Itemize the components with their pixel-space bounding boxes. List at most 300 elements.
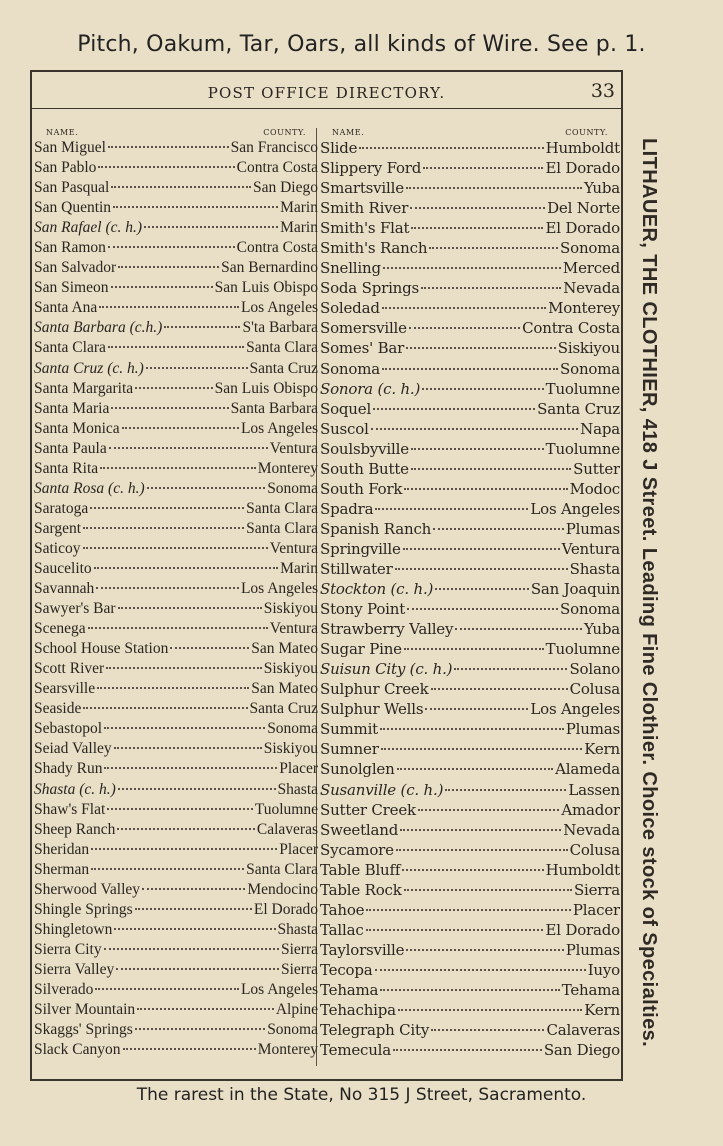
post-office-name: Sheridan: [34, 840, 90, 858]
post-office-name: Suscol: [320, 419, 369, 438]
post-office-name: Tecopa: [320, 960, 373, 979]
post-office-name: Summit: [320, 720, 379, 739]
directory-entry: [34, 880, 318, 900]
county-name: San Mateo: [251, 680, 318, 698]
directory-entry: [34, 960, 318, 980]
post-office-name: Santa Paula: [34, 439, 107, 457]
dot-leader: [404, 488, 567, 490]
directory-entry: [34, 499, 318, 519]
dot-leader: [91, 868, 244, 870]
county-name: Plumas: [565, 720, 620, 739]
directory-entry: [320, 679, 620, 699]
post-office-name: Smartsville: [320, 179, 404, 198]
county-name: Sierra: [280, 960, 318, 978]
directory-entry: [34, 298, 318, 318]
directory-entry: [34, 479, 318, 499]
directory-entry: [34, 1040, 318, 1060]
dot-leader: [454, 668, 567, 670]
dot-leader: [393, 1049, 542, 1051]
post-office-name: Spanish Ranch: [320, 519, 432, 538]
directory-entry: [34, 599, 318, 619]
directory-entry: [320, 1040, 620, 1060]
dot-leader: [382, 307, 546, 309]
county-name: Placer: [279, 840, 318, 858]
dot-leader: [421, 287, 561, 289]
county-name: Contra Costa: [236, 239, 318, 257]
county-name: Nevada: [563, 279, 620, 298]
post-office-name: Seiad Valley: [34, 740, 112, 758]
directory-entry: [320, 178, 620, 198]
directory-entry: [34, 639, 318, 659]
dot-leader: [404, 648, 544, 650]
post-office-name: Table Rock: [320, 880, 402, 899]
county-name: Yuba: [583, 179, 620, 198]
directory-entry: [320, 599, 620, 619]
post-office-name: Saticoy: [34, 539, 81, 557]
dot-leader: [404, 889, 572, 891]
county-name: Sonoma: [267, 479, 318, 497]
directory-entry: [320, 980, 620, 1000]
dot-leader: [88, 627, 268, 629]
directory-entry: [320, 780, 620, 800]
post-office-name: Seaside: [34, 700, 82, 718]
county-name: Del Norte: [547, 199, 620, 218]
county-name: Solano: [569, 660, 620, 679]
post-office-name: Sierra Valley: [34, 960, 115, 978]
directory-entry: [320, 238, 620, 258]
dot-leader: [431, 688, 568, 690]
dot-leader: [146, 367, 248, 369]
dot-leader: [409, 327, 520, 329]
dot-leader: [144, 226, 278, 228]
directory-entry: [34, 920, 318, 940]
directory-entry: [320, 198, 620, 218]
county-name: San Mateo: [251, 640, 318, 658]
dot-leader: [433, 528, 564, 530]
post-office-name: Telegraph City: [320, 1021, 430, 1040]
post-office-name: Sunolglen: [320, 760, 395, 779]
county-name: Placer: [572, 900, 620, 919]
post-office-name: Susanville (c. h.): [320, 780, 444, 799]
post-office-name: Savannah: [34, 580, 95, 598]
county-name: Shasta: [569, 559, 620, 578]
dot-leader: [90, 507, 244, 509]
county-name: Ventura: [561, 539, 620, 558]
county-name: Sonoma: [267, 720, 318, 738]
county-name: Monterey: [257, 459, 318, 477]
directory-entry: [34, 820, 318, 840]
dot-leader: [116, 968, 279, 970]
post-office-name: Santa Rosa (c. h.): [34, 479, 145, 497]
post-office-name: Slippery Ford: [320, 159, 422, 178]
dot-leader: [118, 266, 219, 268]
post-office-name: Saratoga: [34, 499, 89, 517]
county-name: Sierra: [573, 880, 620, 899]
county-name: Santa Cruz: [537, 399, 620, 418]
post-office-name: South Fork: [320, 479, 403, 498]
dot-leader: [425, 708, 528, 710]
directory-entry: [320, 920, 620, 940]
county-name: Shasta: [277, 780, 318, 798]
post-office-name: Sargent: [34, 519, 82, 537]
directory-entry: [320, 840, 620, 860]
dot-leader: [455, 628, 582, 630]
directory-entry: [34, 980, 318, 1000]
directory-entry: [320, 379, 620, 399]
name-header: NAME.: [332, 128, 365, 137]
directory-entry: [34, 138, 318, 158]
dot-leader: [411, 448, 544, 450]
post-office-name: Soulsbyville: [320, 439, 409, 458]
post-office-name: Tallac: [320, 920, 364, 939]
directory-entry: [320, 399, 620, 419]
post-office-name: Sherman: [34, 860, 90, 878]
directory-entry: [34, 399, 318, 419]
county-name: Siskiyou: [263, 600, 318, 618]
county-name: Tuolumne: [545, 439, 620, 458]
post-office-name: Santa Rita: [34, 459, 99, 477]
directory-entry: [320, 559, 620, 579]
county-name: Marin: [280, 219, 318, 237]
dot-leader: [423, 167, 543, 169]
post-office-name: San Rafael (c. h.): [34, 219, 143, 237]
post-office-name: Smith's Flat: [320, 219, 410, 238]
directory-entry: [34, 800, 318, 820]
dot-leader: [108, 246, 235, 248]
directory-entry: [320, 639, 620, 659]
post-office-name: Shingle Springs: [34, 900, 133, 918]
post-office-name: Somersville: [320, 319, 407, 338]
county-name: Santa Cruz: [249, 700, 318, 718]
dot-leader: [400, 829, 561, 831]
dot-leader: [383, 267, 561, 269]
dot-leader: [380, 989, 559, 991]
county-name: Los Angeles: [240, 299, 318, 317]
directory-entry: [34, 379, 318, 399]
county-name: Iuyo: [587, 960, 620, 979]
post-office-name: San Quentin: [34, 199, 112, 217]
post-office-name: Taylorsville: [320, 940, 405, 959]
post-office-name: Smith River: [320, 199, 409, 218]
dot-leader: [122, 427, 239, 429]
directory-entry: [34, 359, 318, 379]
post-office-name: Saucelito: [34, 559, 92, 577]
dot-leader: [99, 306, 239, 308]
directory-entry: [320, 519, 620, 539]
dot-leader: [445, 789, 566, 791]
dot-leader: [402, 869, 543, 871]
post-office-name: San Miguel: [34, 139, 106, 156]
directory-entry: [34, 659, 318, 679]
dot-leader: [137, 1008, 274, 1010]
county-name: Tehama: [561, 980, 620, 999]
directory-entry: [320, 619, 620, 639]
county-name: Santa Clara: [246, 860, 318, 878]
county-name: Tuolumne: [545, 640, 620, 659]
directory-entry: [34, 759, 318, 779]
county-name: Santa Barbara: [230, 399, 318, 417]
county-name: Colusa: [569, 680, 620, 699]
post-office-name: Sulphur Creek: [320, 680, 429, 699]
county-name: Los Angeles: [530, 499, 620, 518]
directory-entry: [34, 579, 318, 599]
post-office-name: Stony Point: [320, 600, 406, 619]
county-name: S'ta Barbara: [242, 319, 318, 337]
directory-entry: [34, 158, 318, 178]
dot-leader: [118, 607, 262, 609]
county-name: Amador: [561, 800, 620, 819]
dot-leader: [429, 247, 558, 249]
county-name: Merced: [562, 259, 620, 278]
county-name: Siskiyou: [263, 740, 318, 758]
post-office-name: Santa Maria: [34, 399, 110, 417]
post-office-name: Scenega: [34, 620, 86, 638]
county-name: Contra Costa: [522, 319, 620, 338]
dot-leader: [83, 527, 244, 529]
post-office-name: Shingletown: [34, 920, 113, 938]
county-name: San Joaquin: [530, 580, 620, 599]
directory-entry: [34, 699, 318, 719]
directory-entry: [320, 860, 620, 880]
directory-entry: [34, 739, 318, 759]
directory-entry: [34, 318, 318, 338]
dot-leader: [98, 166, 234, 168]
post-office-name: Sheep Ranch: [34, 820, 116, 838]
dot-leader: [396, 849, 568, 851]
county-name: San Bernardino: [221, 259, 318, 277]
directory-entry: [320, 298, 620, 318]
dot-leader: [431, 1029, 544, 1031]
left-column-header: [34, 128, 318, 138]
directory-entry: [320, 1020, 620, 1040]
dot-leader: [418, 809, 559, 811]
directory-entry: [34, 218, 318, 238]
dot-leader: [411, 227, 543, 229]
post-office-name: Suisun City (c. h.): [320, 660, 453, 679]
county-name: Sonoma: [267, 1021, 318, 1039]
directory-entry: [34, 519, 318, 539]
county-name: Plumas: [565, 519, 620, 538]
county-name: Alpine: [275, 1001, 318, 1019]
post-office-name: Santa Ana: [34, 299, 98, 317]
county-name: El Dorado: [545, 159, 620, 178]
directory-entry: [34, 780, 318, 800]
post-office-name: Temecula: [320, 1041, 392, 1060]
post-office-name: Soda Springs: [320, 279, 420, 298]
county-name: Contra Costa: [236, 159, 318, 177]
dot-leader: [359, 147, 543, 149]
dot-leader: [111, 286, 213, 288]
dot-leader: [382, 368, 558, 370]
post-office-name: Sonoma: [320, 359, 380, 378]
dot-leader: [96, 587, 239, 589]
directory-entry: [34, 559, 318, 579]
right-column-header: [320, 128, 620, 138]
dot-leader: [111, 186, 251, 188]
county-name: Plumas: [565, 940, 620, 959]
post-office-name: Shady Run: [34, 760, 103, 778]
county-name: Marin: [280, 559, 318, 577]
bottom-advertisement: The rarest in the State, No 315 J Street, Sacramento.: [136, 1085, 587, 1105]
post-office-name: Snelling: [320, 259, 381, 278]
dot-leader: [170, 647, 249, 649]
directory-entry: [320, 158, 620, 178]
post-office-name: Searsville: [34, 680, 96, 698]
top-advertisement: Pitch, Oakum, Tar, Oars, all kinds of Wire. See p. 1.: [77, 32, 646, 57]
directory-entry: [320, 960, 620, 980]
dot-leader: [371, 428, 579, 430]
dot-leader: [111, 407, 228, 409]
dot-leader: [406, 347, 556, 349]
dot-leader: [109, 447, 268, 449]
dot-leader: [123, 1048, 256, 1050]
post-office-name: Sutter Creek: [320, 800, 416, 819]
post-office-name: Somes' Bar: [320, 339, 405, 358]
directory-entry: [320, 880, 620, 900]
dot-leader: [108, 146, 229, 148]
post-office-name: Shaw's Flat: [34, 800, 106, 818]
post-office-name: Sherwood Valley: [34, 880, 141, 898]
county-name: Placer: [279, 760, 318, 778]
post-office-name: Slack Canyon: [34, 1041, 121, 1059]
dot-leader: [422, 388, 544, 390]
dot-leader: [97, 687, 249, 689]
county-name: El Dorado: [253, 900, 318, 918]
post-office-name: Santa Monica: [34, 419, 120, 437]
page-title: POST OFFICE DIRECTORY.: [207, 84, 446, 102]
dot-leader: [406, 187, 582, 189]
dot-leader: [117, 828, 255, 830]
directory-entry: [320, 539, 620, 559]
directory-entry: [34, 619, 318, 639]
directory-entry: [320, 659, 620, 679]
county-name: Colusa: [569, 840, 620, 859]
post-office-name: Sugar Pine: [320, 640, 402, 659]
post-office-name: Santa Barbara (c.h.): [34, 319, 163, 337]
county-name: San Diego: [543, 1041, 620, 1060]
post-office-name: Sycamore: [320, 840, 394, 859]
dot-leader: [104, 767, 277, 769]
county-name: Ventura: [269, 620, 318, 638]
directory-entry: [320, 318, 620, 338]
dot-leader: [114, 747, 262, 749]
side-advertisement: LITHAUER, THE CLOTHIER, 418 J Street. Leading Fine Clothier. Choice stock of Specialties.: [638, 138, 660, 1048]
directory-entry: [320, 499, 620, 519]
dot-leader: [366, 929, 544, 931]
directory-entry: [320, 699, 620, 719]
dot-leader: [113, 206, 278, 208]
post-office-name: Stillwater: [320, 559, 393, 578]
post-office-name: Shasta (c. h.): [34, 780, 116, 798]
post-office-name: Santa Cruz (c. h.): [34, 359, 144, 377]
directory-entry: [34, 1020, 318, 1040]
post-office-name: Scott River: [34, 660, 105, 678]
dot-leader: [410, 207, 545, 209]
county-name: Calaveras: [256, 820, 318, 838]
county-name: Ventura: [269, 539, 318, 557]
county-name: Lassen: [568, 780, 620, 799]
county-name: Humboldt: [545, 860, 620, 879]
county-name: Siskiyou: [557, 339, 620, 358]
directory-entry: [34, 940, 318, 960]
directory-entry: [320, 359, 620, 379]
dot-leader: [106, 667, 262, 669]
county-name: Marin: [280, 199, 318, 217]
post-office-name: Sebastopol: [34, 720, 103, 738]
county-name: San Francisco: [230, 139, 318, 156]
post-office-name: Sumner: [320, 740, 379, 759]
county-name: El Dorado: [545, 219, 620, 238]
dot-leader: [397, 768, 554, 770]
directory-entry: [34, 238, 318, 258]
county-name: Tuolumne: [254, 800, 318, 818]
dot-leader: [100, 467, 256, 469]
post-office-name: San Salvador: [34, 259, 117, 277]
post-office-name: Sawyer's Bar: [34, 600, 116, 618]
dot-leader: [375, 508, 528, 510]
directory-entry: [34, 1000, 318, 1020]
county-name: Santa Clara: [246, 519, 318, 537]
dot-leader: [375, 969, 586, 971]
post-office-name: San Pasqual: [34, 179, 110, 197]
directory-entry: [320, 138, 620, 158]
post-office-name: Tehama: [320, 980, 379, 999]
post-office-name: Silverado: [34, 980, 94, 998]
dot-leader: [407, 608, 558, 610]
dot-leader: [135, 387, 213, 389]
dot-leader: [373, 408, 535, 410]
county-name: Santa Cruz: [249, 359, 318, 377]
directory-entry: [34, 419, 318, 439]
directory-entry: [320, 218, 620, 238]
directory-entry: [320, 419, 620, 439]
directory-entry: [320, 258, 620, 278]
county-name: Calaveras: [546, 1021, 620, 1040]
county-name: Monterey: [548, 299, 620, 318]
dot-leader: [104, 727, 265, 729]
post-office-name: Silver Mountain: [34, 1001, 136, 1019]
dot-leader: [95, 988, 239, 990]
county-name: Sonoma: [560, 239, 620, 258]
county-name: Los Angeles: [240, 580, 318, 598]
post-office-name: Skaggs' Springs: [34, 1021, 133, 1039]
post-office-name: Sweetland: [320, 820, 399, 839]
left-column: [34, 128, 318, 1060]
county-name: El Dorado: [545, 920, 620, 939]
directory-entry: [320, 579, 620, 599]
dot-leader: [381, 748, 583, 750]
post-office-name: Springville: [320, 539, 401, 558]
post-office-name: Strawberry Valley: [320, 620, 454, 639]
dot-leader: [366, 909, 571, 911]
post-office-name: Sierra City: [34, 940, 102, 958]
county-name: Siskiyou: [263, 660, 318, 678]
dot-leader: [107, 808, 253, 810]
county-name: Santa Clara: [246, 499, 318, 517]
directory-entry: [34, 719, 318, 739]
county-name: Los Angeles: [240, 980, 318, 998]
dot-leader: [411, 468, 571, 470]
county-name: San Luis Obispo: [214, 279, 318, 297]
dot-leader: [398, 1009, 582, 1011]
county-name: Sonoma: [560, 359, 620, 378]
dot-leader: [94, 567, 278, 569]
directory-entry: [320, 439, 620, 459]
county-name: San Diego: [252, 179, 318, 197]
post-office-name: Table Bluff: [320, 860, 401, 879]
dot-leader: [135, 1028, 265, 1030]
dot-leader: [164, 326, 240, 328]
